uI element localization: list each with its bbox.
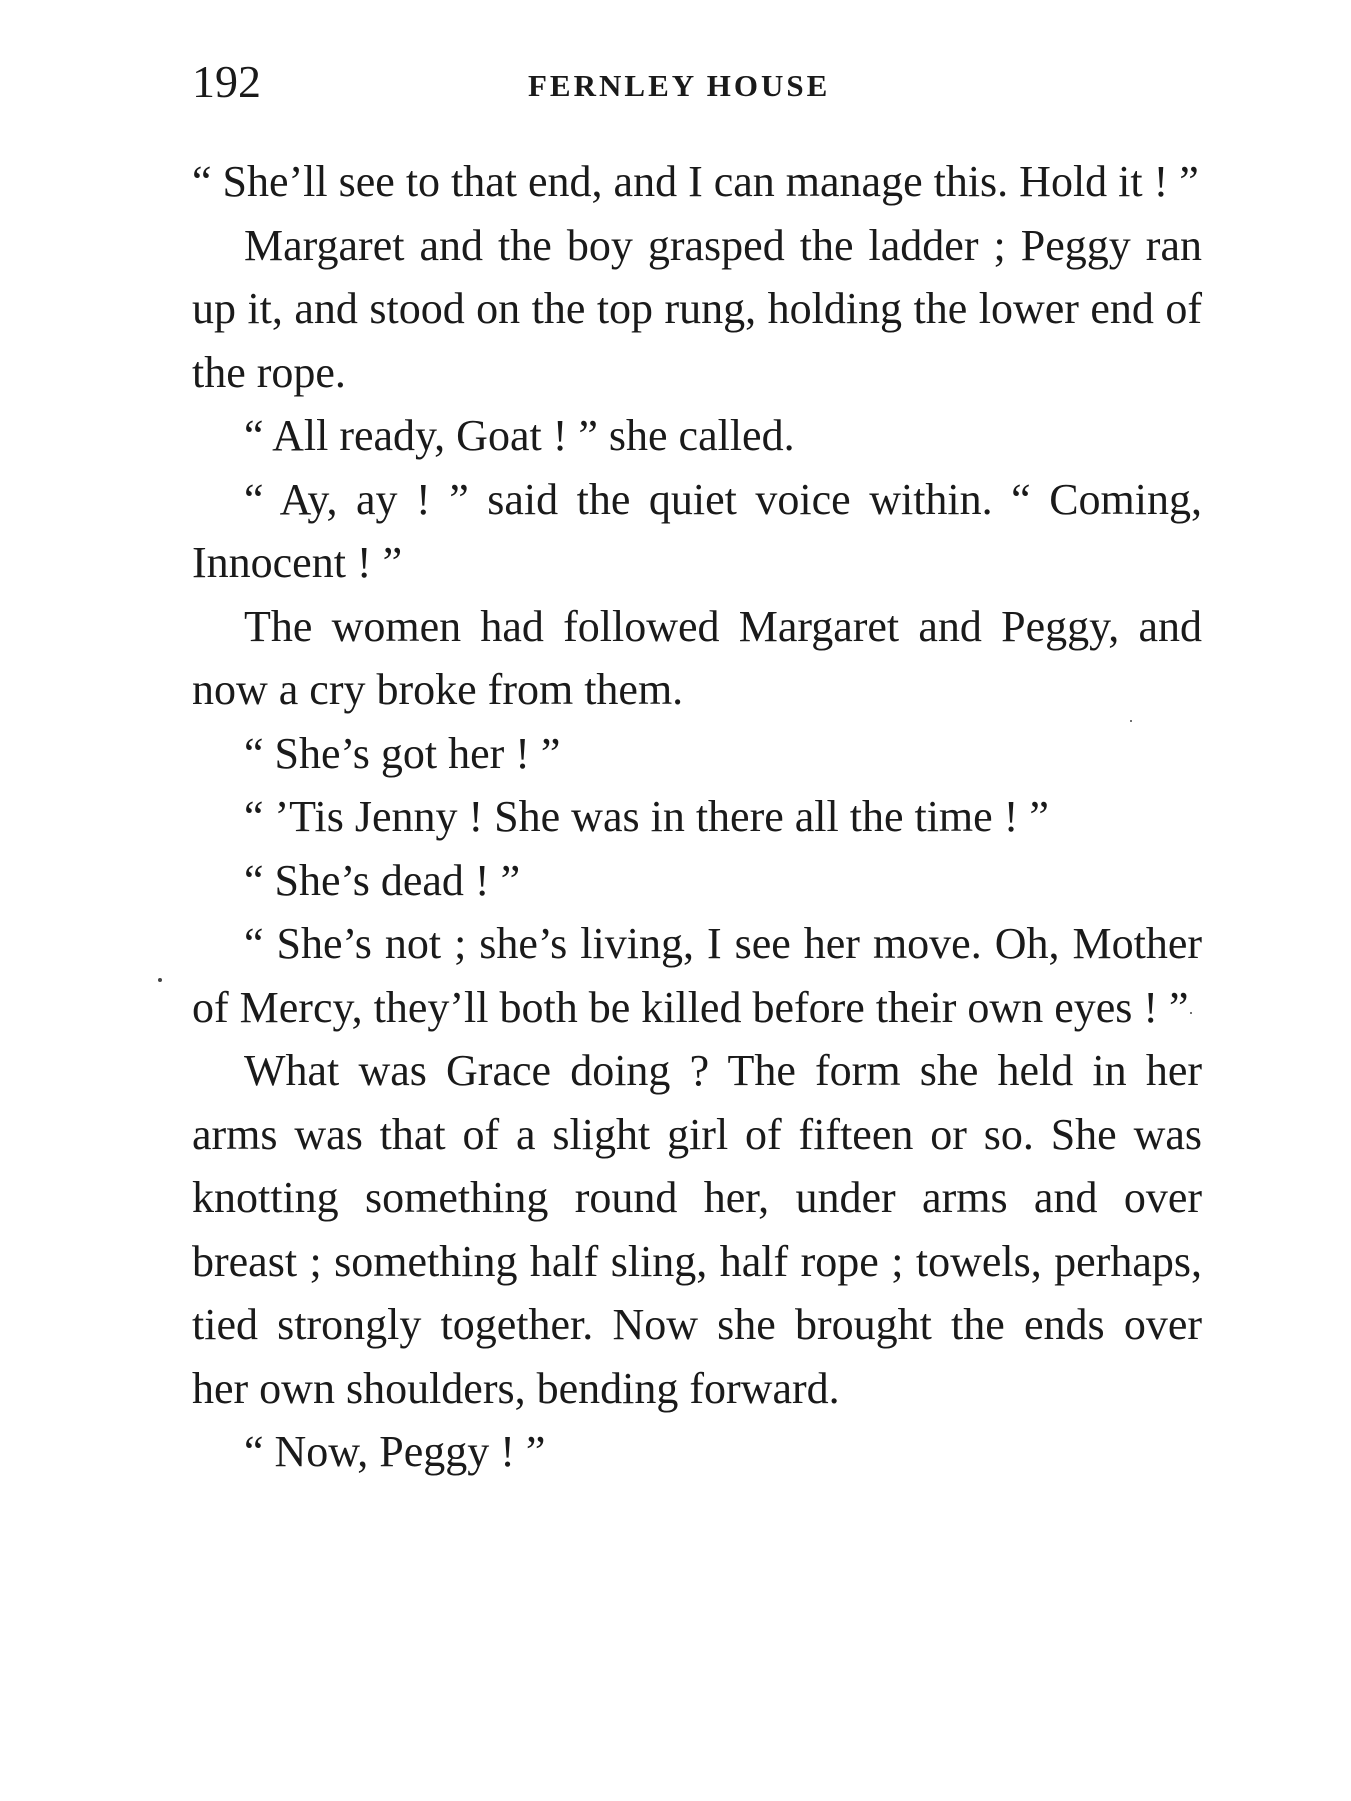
body-text xyxy=(192,150,1202,1484)
print-speck xyxy=(1190,1012,1192,1014)
running-head xyxy=(192,52,1202,112)
paragraph: “ ’Tis Jenny ! She was in there all the time ! ” xyxy=(244,792,1049,841)
paragraph: “ She’s dead ! ” xyxy=(244,855,521,905)
paragraph: “ All ready, Goat ! ” she called. xyxy=(244,411,795,460)
print-speck xyxy=(1130,720,1132,722)
paragraph: “ She’s got her ! ” xyxy=(244,728,561,778)
paragraph: “ Now, Peggy ! ” xyxy=(244,1427,546,1476)
page-number: 192 xyxy=(192,56,261,107)
paragraph: “ She’ll see to that end, and I can manage this. Hold it ! ” xyxy=(192,157,1199,206)
running-title: FERNLEY HOUSE xyxy=(528,68,831,103)
paragraph: Margaret and the boy grasped the ladder ; Peggy ran up it, and stood on the top rung, holding the lower end of the rope. xyxy=(192,220,1202,397)
paragraph: What was Grace doing ? The form she held in her arms was that of a slight girl of fifteen or so. She was knotting something round her, under arms and over breast ; something half sling, half rope ; towels, perhaps, tied strongly together. Now she brought the ends over her own shoulders, bending forward. xyxy=(192,1046,1202,1413)
print-speck xyxy=(158,978,162,982)
paragraph: The women had followed Margaret and Peggy, and now a cry broke from them. xyxy=(192,601,1202,714)
paragraph: “ She’s not ; she’s living, I see her move. Oh, Mother of Mercy, they’ll both be killed before their own eyes ! ” xyxy=(192,919,1202,1032)
paragraph: “ Ay, ay ! ” said the quiet voice within. “ Coming, Innocent ! ” xyxy=(192,474,1202,587)
